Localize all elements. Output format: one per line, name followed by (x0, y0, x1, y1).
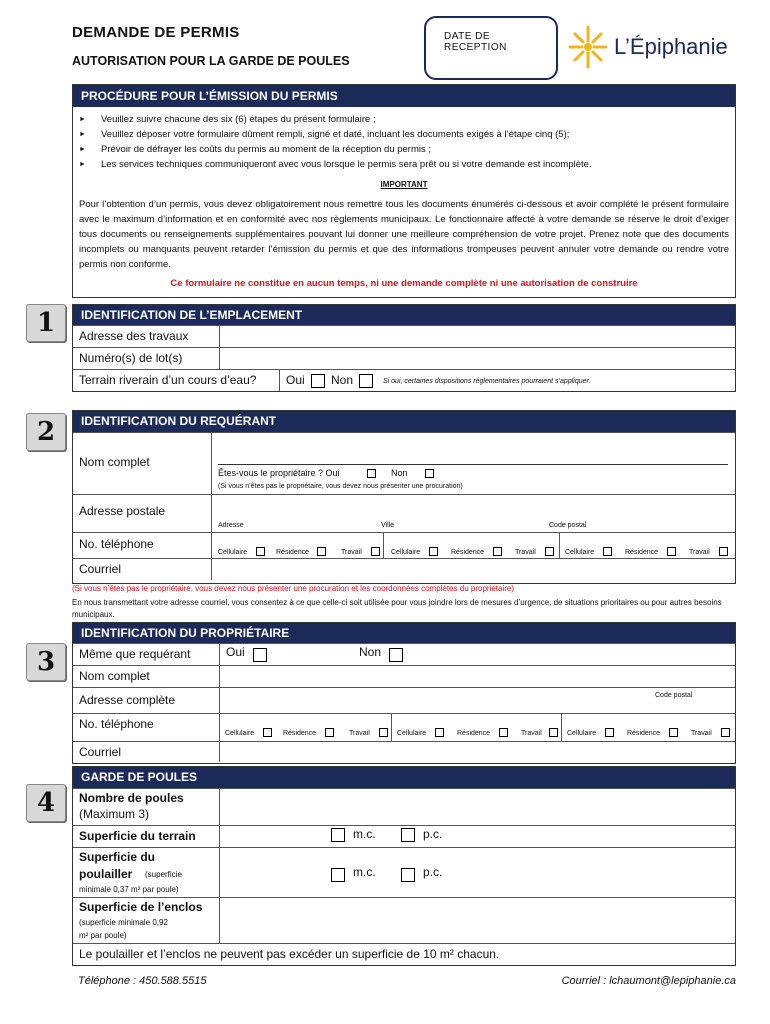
res-label: Résidence (283, 730, 317, 737)
terrain-mc-label: m.c. (353, 827, 376, 841)
count-max: (Maximum 3) (79, 807, 150, 821)
owner-address-label: Adresse complète (79, 693, 176, 707)
phone-label: No. téléphone (79, 537, 154, 551)
address-field[interactable] (220, 326, 735, 347)
res-checkbox[interactable] (667, 547, 676, 556)
limit-text: Le poulailler et l’enclos ne peuvent pas excéder un superficie de 10 m² chacun. (79, 947, 500, 961)
list-item: ► Veuillez suivre chacune des six (6) étapes du présent formulaire ; (79, 112, 735, 127)
owner-non-label: Non (391, 468, 408, 478)
res-checkbox[interactable] (499, 728, 508, 737)
step-number-3: 3 (26, 643, 66, 681)
reception-date-box (424, 16, 558, 80)
river-non-label: Non (331, 373, 354, 387)
enclos-note-1: (superficie minimale 0,92 (79, 918, 168, 927)
river-row (73, 369, 735, 391)
res-label: Résidence (457, 730, 491, 737)
owner-title: IDENTIFICATION DU PROPRIÉTAIRE (73, 623, 735, 643)
work-label: Travail (689, 549, 710, 556)
enclos-field[interactable] (220, 898, 735, 943)
lots-label: Numéro(s) de lot(s) (79, 351, 183, 365)
hens-section (72, 766, 736, 966)
owner-section (72, 622, 736, 764)
poul-pc-label: p.c. (423, 865, 443, 879)
count-field[interactable] (220, 789, 735, 825)
cell-label: Cellulaire (567, 730, 597, 737)
address-label: Adresse des travaux (79, 329, 189, 343)
same-row (73, 643, 735, 665)
cell-checkbox[interactable] (256, 547, 265, 556)
email-field[interactable] (212, 559, 735, 580)
owner-email-row (73, 741, 735, 762)
owner-name-field[interactable] (220, 666, 735, 687)
river-label: Terrain riverain d’un cours d’eau? (79, 373, 257, 387)
count-row (73, 788, 735, 825)
same-oui-label: Oui (226, 645, 245, 659)
work-checkbox[interactable] (545, 547, 554, 556)
municipality-logo (566, 22, 736, 72)
river-oui-label: Oui (286, 373, 305, 387)
owner-email-label: Courriel (79, 745, 122, 759)
code-sublabel: Code postal (549, 522, 587, 529)
owner-name-row (73, 665, 735, 687)
work-checkbox[interactable] (371, 547, 380, 556)
step-number-1: 1 (26, 304, 66, 342)
same-label: Même que requérant (79, 647, 191, 661)
res-checkbox[interactable] (669, 728, 678, 737)
procedure-list (73, 107, 735, 172)
location-title: IDENTIFICATION DE L’EMPLACEMENT (73, 305, 735, 325)
footer-email[interactable]: Courriel : lchaumont@lepiphanie.ca (561, 975, 736, 987)
river-oui-checkbox[interactable] (311, 374, 325, 388)
poul-note-1: (superficie (145, 870, 182, 879)
work-label: Travail (515, 549, 536, 556)
postal-field[interactable] (218, 499, 728, 521)
important-paragraph: Pour l’obtention d’un permis, vous devez obligatoirement nous remettre tous les documents énumérés ci-dessous et avoir complété le présent formulaire avec le maximum d’information et en conformité avec nos règlements municipaux. Le fonctionnaire affecté à votre demande se réserve le droit d’exiger tous documents ou renseignements supplémentaires pouvant lui donner une meilleure compréhension de votre projet. Prenez note que des documents incomplets ou manquants peuvent retarder l’émission du permis et que des informations trompeuses peuvent annuler votre demande ou rendre votre permis non conforme. (79, 199, 729, 270)
same-non-checkbox[interactable] (389, 648, 403, 662)
poul-label-2: poulailler (79, 867, 133, 881)
procedure-title: PROCÉDURE POUR L’ÉMISSION DU PERMIS (73, 85, 735, 107)
work-label: Travail (349, 730, 370, 737)
cell-checkbox[interactable] (435, 728, 444, 737)
applicant-title: IDENTIFICATION DU REQUÉRANT (73, 411, 735, 432)
res-checkbox[interactable] (317, 547, 326, 556)
poul-mc-label: m.c. (353, 865, 376, 879)
res-label: Résidence (625, 549, 659, 556)
enclos-label: Superficie de l’enclos (79, 900, 203, 914)
cell-checkbox[interactable] (605, 728, 614, 737)
procedure-section (72, 84, 736, 298)
terrain-row (73, 825, 735, 847)
river-note: Si oui, certaines dispositions réglementaires pourraient s’appliquer. (383, 378, 591, 385)
owner-non-checkbox[interactable] (425, 469, 434, 478)
owner-phone-row (73, 713, 735, 741)
poul-mc-checkbox[interactable] (331, 868, 345, 882)
form-title: DEMANDE DE PERMIS (72, 24, 240, 41)
count-label: Nombre de poules (79, 791, 184, 805)
same-oui-checkbox[interactable] (253, 648, 267, 662)
sun-logo-icon (566, 24, 610, 70)
phone-row (73, 532, 735, 558)
res-checkbox[interactable] (493, 547, 502, 556)
list-item: ► Les services techniques communiqueront avec vous lorsque le permis sera prêt ou si votre demande est incomplète. (79, 157, 735, 172)
res-label: Résidence (451, 549, 485, 556)
list-item: ► Prévoir de défrayer les coûts du permis au moment de la réception du permis ; (79, 142, 735, 157)
owner-name-label: Nom complet (79, 669, 150, 683)
res-label: Résidence (627, 730, 661, 737)
warning-text: Ce formulaire ne constitue en aucun temps, ni une demande complète ni une autorisation de construire (170, 278, 638, 289)
res-label: Résidence (276, 549, 310, 556)
step-number-4: 4 (26, 784, 66, 822)
name-label: Nom complet (79, 455, 150, 469)
cell-checkbox[interactable] (603, 547, 612, 556)
terrain-pc-checkbox[interactable] (401, 828, 415, 842)
step-number-2: 2 (26, 413, 66, 451)
enclos-note-2: m² par poule) (79, 931, 127, 940)
name-row (73, 432, 735, 494)
work-checkbox[interactable] (379, 728, 388, 737)
same-non-label: Non (359, 645, 382, 659)
owner-red-note: (Si vous n’êtes pas le propriétaire, vous devez nous présenter une procuration et les coordonnées complètes du propriétaire) (72, 584, 515, 593)
name-field[interactable] (218, 437, 728, 465)
ville-sublabel: Ville (381, 522, 395, 529)
poul-label-1: Superficie du (79, 850, 156, 864)
limit-row (73, 943, 735, 964)
cell-label: Cellulaire (391, 549, 421, 556)
reception-label: DATE DE RECEPTION (444, 31, 507, 53)
work-checkbox[interactable] (721, 728, 730, 737)
cell-label: Cellulaire (397, 730, 427, 737)
postal-label: Adresse postale (79, 504, 166, 518)
terrain-mc-checkbox[interactable] (331, 828, 345, 842)
address-row (73, 325, 735, 347)
lots-row (73, 347, 735, 369)
poul-pc-checkbox[interactable] (401, 868, 415, 882)
form-subtitle: AUTORISATION POUR LA GARDE DE POULES (72, 54, 350, 68)
terrain-label: Superficie du terrain (79, 829, 196, 843)
addr-sublabel: Adresse (218, 522, 244, 529)
poul-note-2: minimale 0,37 m² par poule) (79, 885, 179, 894)
postal-row (73, 494, 735, 532)
work-label: Travail (691, 730, 712, 737)
owner-note: (Si vous n’êtes pas le propriétaire, vous devez nous présenter une procuration) (218, 483, 463, 490)
applicant-section (72, 410, 736, 584)
owner-address-field[interactable] (220, 688, 735, 713)
email-row (73, 558, 735, 580)
important-heading: IMPORTANT (380, 180, 428, 189)
owner-question: Êtes-vous le propriétaire ? Oui (218, 468, 340, 478)
work-checkbox[interactable] (549, 728, 558, 737)
hens-title: GARDE DE POULES (73, 767, 735, 788)
owner-email-field[interactable] (220, 742, 735, 762)
logo-text: L’Épiphanie (614, 34, 728, 59)
river-non-checkbox[interactable] (359, 374, 373, 388)
cell-label: Cellulaire (218, 549, 248, 556)
owner-oui-checkbox[interactable] (367, 469, 376, 478)
footer-phone: Téléphone : 450.588.5515 (78, 975, 207, 987)
poulailler-row (73, 847, 735, 897)
list-item: ► Veuillez déposer votre formulaire dûment rempli, signé et daté, incluant les documents exigés à l’étape cinq (5); (79, 127, 735, 142)
location-section (72, 304, 736, 392)
work-checkbox[interactable] (719, 547, 728, 556)
email-label: Courriel (79, 562, 122, 576)
owner-address-row (73, 687, 735, 713)
cell-label: Cellulaire (565, 549, 595, 556)
terrain-pc-label: p.c. (423, 827, 443, 841)
work-label: Travail (521, 730, 542, 737)
owner-code-sublabel: Code postal (655, 692, 693, 699)
cell-label: Cellulaire (225, 730, 255, 737)
cell-checkbox[interactable] (429, 547, 438, 556)
consent-note: En nous transmettant votre adresse courriel, vous consentez à ce que celle-ci soit utilisée pour vous joindre lors de mesures d’urgence, de situations prioritaires ou pour autres besoins municipaux. (72, 598, 722, 619)
cell-checkbox[interactable] (263, 728, 272, 737)
lots-field[interactable] (220, 348, 735, 369)
res-checkbox[interactable] (325, 728, 334, 737)
work-label: Travail (341, 549, 362, 556)
enclos-row (73, 897, 735, 943)
owner-phone-label: No. téléphone (79, 717, 154, 731)
